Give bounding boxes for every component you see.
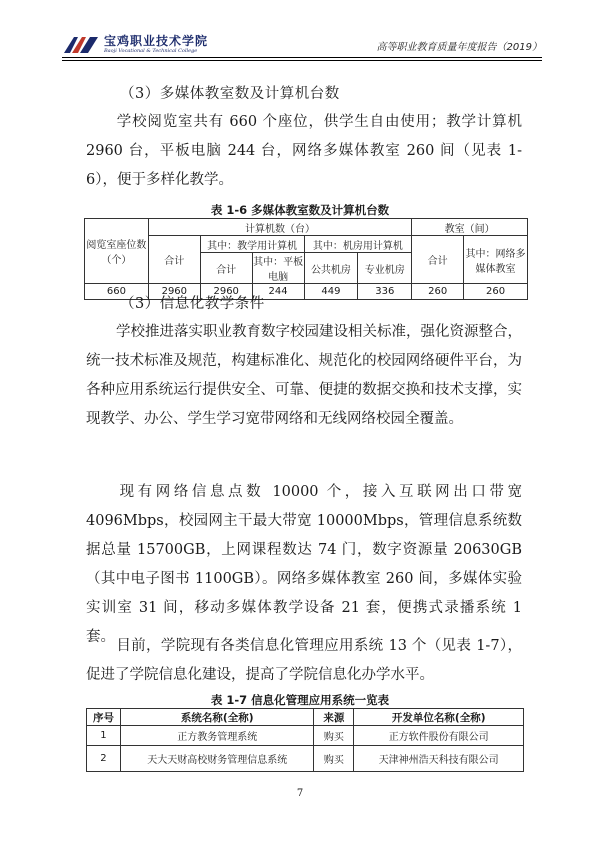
- header-divider: [62, 57, 542, 58]
- report-title: 高等职业教育质量年度报告（2019）: [376, 42, 542, 53]
- table-cell: 449: [304, 284, 358, 300]
- header-tablets: 其中：平板电脑: [252, 253, 304, 284]
- page-number: 7: [296, 788, 304, 799]
- table-cell: 260: [464, 284, 528, 300]
- table-1-7-caption: 表 1-7 信息化管理应用系统一览表: [210, 693, 390, 707]
- header-computer-total: 合计: [148, 236, 200, 284]
- header-seats: 阅览室座位数（个）: [85, 219, 149, 284]
- header-computers: 计算机数（台）: [148, 219, 411, 236]
- header-teaching-total: 合计: [200, 253, 252, 284]
- section-heading-multimedia: （3）多媒体教室数及计算机台数: [120, 86, 340, 102]
- table-cell: 2960: [200, 284, 252, 300]
- paragraph-systems: [86, 632, 522, 690]
- table-cell: 正方软件股份有限公司: [354, 726, 524, 746]
- header-public-lab: 公共机房: [304, 253, 358, 284]
- table-cell: 天津神州浩天科技有限公司: [354, 746, 524, 772]
- header-divider-thin: [62, 60, 542, 61]
- header-index: 序号: [87, 709, 121, 726]
- header-classroom-total: 合计: [412, 236, 464, 284]
- paragraph-campus-network: [86, 318, 522, 434]
- header-classrooms: 教室（间）: [412, 219, 528, 236]
- table-cell: 260: [412, 284, 464, 300]
- logo-chinese-name: 宝鸡职业技术学院: [104, 34, 209, 48]
- header-developer: 开发单位名称(全称): [354, 709, 524, 726]
- section-heading-it-teaching: （3）信息化教学条件: [120, 296, 265, 312]
- table-1-6: [84, 218, 528, 300]
- header-network-classrooms: 其中：网络多媒体教室: [464, 236, 528, 284]
- logo-emblem-icon: [62, 33, 102, 55]
- table-cell: 1: [87, 726, 121, 746]
- table-cell: 660: [85, 284, 149, 300]
- table-cell: 2960: [148, 284, 200, 300]
- table-row: [87, 746, 524, 772]
- header-system-name: 系统名称(全称): [120, 709, 314, 726]
- table-cell: 购买: [314, 746, 354, 772]
- table-cell: 正方教务管理系统: [120, 726, 314, 746]
- header-lab-computers: 其中：机房用计算机: [304, 236, 412, 253]
- paragraph-network-stats-text: 现有网络信息点数 10000 个，接入互联网出口带宽 4096Mbps，校园网主干最大带宽 10000Mbps，管理信息系统数据总量 15700GB，上网课程数达 74 门，数字资源量 20630GB（其中电子图书 1100GB）。网络多媒体教室 260 间，多媒体实验实训室 31 间，移动多媒体教学设备 21 套，便携式录播系统 1 套。: [86, 484, 522, 645]
- paragraph-multimedia-text: 学校阅览室共有 660 个座位，供学生自由使用；教学计算机 2960 台，平板电脑 244 台，网络多媒体教室 260 间（见表 1-6），便于多样化教学。: [86, 114, 522, 188]
- header-source: 来源: [314, 709, 354, 726]
- paragraph-multimedia: [86, 108, 522, 195]
- paragraph-campus-network-text: 学校推进落实职业教育数字校园建设相关标准，强化资源整合，统一技术标准及规范，构建标准化、规范化的校园网络硬件平台，为各种应用系统运行提供安全、可靠、便捷的数据交换和技术支撑，实现教学、办公、学生学习宽带网络和无线网络校园全覆盖。: [86, 324, 522, 427]
- college-logo: [62, 32, 208, 56]
- table-cell: 购买: [314, 726, 354, 746]
- logo-english-name: Baoji Vocational & Technical College: [104, 48, 198, 54]
- header-major-lab: 专业机房: [358, 253, 412, 284]
- table-cell: 2: [87, 746, 121, 772]
- table-1-7: [86, 708, 524, 772]
- table-row: [87, 726, 524, 746]
- header-teaching-computers: 其中：教学用计算机: [200, 236, 304, 253]
- paragraph-network-stats: [86, 478, 522, 652]
- table-cell: 244: [252, 284, 304, 300]
- paragraph-systems-text: 目前，学院现有各类信息化管理应用系统 13 个（见表 1-7），促进了学院信息化建设，提高了学院信息化办学水平。: [86, 638, 522, 683]
- page-header: [62, 32, 542, 58]
- table-1-6-caption: 表 1-6 多媒体教室数及计算机台数: [210, 203, 390, 217]
- table-cell: 天大天财高校财务管理信息系统: [120, 746, 314, 772]
- table-cell: 336: [358, 284, 412, 300]
